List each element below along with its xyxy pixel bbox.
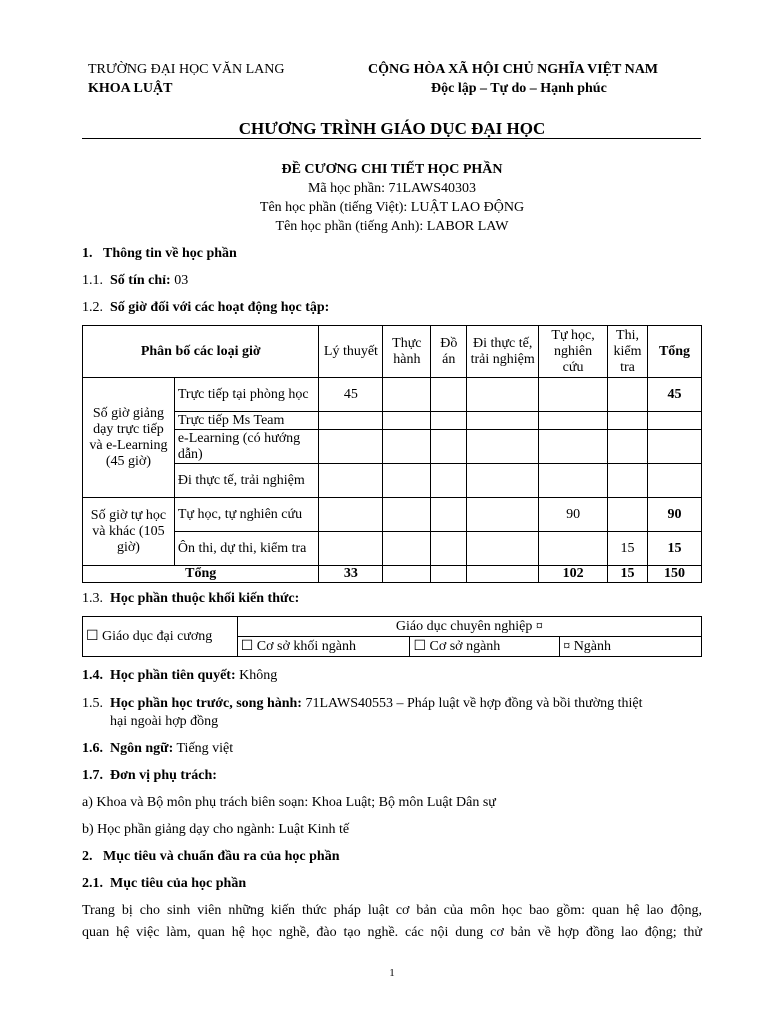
cell-field [467, 378, 539, 412]
section-label: Học phần học trước, song hành: [110, 696, 302, 711]
section-1-6 [82, 741, 233, 757]
cell-field [467, 532, 539, 566]
section-1-2 [82, 300, 329, 316]
cell-field [467, 430, 539, 464]
section-number: 1.6. [82, 741, 103, 756]
total-theory: 33 [319, 566, 383, 583]
section-label: Học phần thuộc khối kiến thức: [110, 591, 300, 606]
table-header-row [83, 326, 702, 378]
cell-self-study [539, 378, 608, 412]
table-row [83, 498, 702, 532]
objectives-paragraph [82, 900, 702, 944]
row-label: Trực tiếp Ms Team [174, 412, 319, 430]
cell-total: 15 [648, 532, 702, 566]
program-title: CHƯƠNG TRÌNH GIÁO DỤC ĐẠI HỌC [238, 119, 546, 138]
cell-self-study [539, 430, 608, 464]
cell-exam [608, 464, 648, 498]
group-direct-teaching: Số giờ giảng dạy trực tiếp và e-Learning (45 giờ) [83, 378, 175, 498]
header-field: Đi thực tế, trải nghiệm [467, 326, 539, 378]
header-practice: Thực hành [383, 326, 431, 378]
syllabus-title: ĐỀ CƯƠNG CHI TIẾT HỌC PHẦN [281, 162, 503, 177]
course-name-vi: Tên học phần (tiếng Việt): LUẬT LAO ĐỘNG [259, 200, 525, 215]
section-number: 1.7. [82, 768, 103, 783]
row-label: Trực tiếp tại phòng học [174, 378, 319, 412]
section-2-heading [82, 849, 339, 865]
total-project [431, 566, 467, 583]
total-total: 150 [648, 566, 702, 583]
section-label: Số giờ đối với các hoạt động học tập: [110, 300, 330, 315]
paragraph-line: Trang bị cho sinh viên những kiến thức pháp luật cơ bản của môn học bao gồm: quan hệ lao động, [82, 903, 702, 918]
section-1-1 [82, 273, 188, 289]
section-value: Không [235, 668, 278, 683]
hours-table [82, 325, 702, 583]
section-number: 1.2. [82, 300, 103, 315]
section-number: 1.4. [82, 668, 103, 683]
total-self-study: 102 [539, 566, 608, 583]
table-row [83, 378, 702, 412]
cell-practice [383, 412, 431, 430]
header-allocation: Phân bố các loại giờ [83, 326, 319, 378]
cell-theory [319, 498, 383, 532]
cell-exam: 15 [608, 532, 648, 566]
cell-theory: 45 [319, 378, 383, 412]
total-practice [383, 566, 431, 583]
cell-self-study [539, 532, 608, 566]
cell-total [648, 464, 702, 498]
section-1-heading [82, 246, 237, 262]
section-number: 2.1. [82, 876, 103, 891]
section-1-7-a: a) Khoa và Bộ môn phụ trách biên soạn: Khoa Luật; Bộ môn Luật Dân sự [82, 795, 496, 810]
cell-self-study [539, 412, 608, 430]
group-self-study: Số giờ tự học và khác (105 giờ) [83, 498, 175, 566]
total-field [467, 566, 539, 583]
cell-project [431, 532, 467, 566]
major-option: ¤ Ngành [560, 637, 702, 657]
table-total-row [83, 566, 702, 583]
cell-project [431, 378, 467, 412]
cell-practice [383, 532, 431, 566]
cell-self-study: 90 [539, 498, 608, 532]
page-number: 1 [389, 967, 395, 979]
section-value: Tiếng việt [173, 741, 234, 756]
total-label: Tổng [83, 566, 319, 583]
section-2-1 [82, 876, 246, 892]
course-name-en: Tên học phần (tiếng Anh): LABOR LAW [275, 219, 509, 234]
cell-practice [383, 498, 431, 532]
header-theory: Lý thuyết [319, 326, 383, 378]
cell-project [431, 498, 467, 532]
course-code: Mã học phần: 71LAWS40303 [307, 181, 477, 196]
title-divider [82, 138, 701, 139]
cell-field [467, 498, 539, 532]
section-1-4 [82, 668, 277, 684]
faculty-name: KHOA LUẬT [88, 81, 173, 96]
section-label: Số tín chỉ: [110, 273, 171, 288]
section-1-3 [82, 591, 299, 607]
cell-total: 45 [648, 378, 702, 412]
section-value: 03 [170, 273, 189, 288]
cell-project [431, 430, 467, 464]
table-row [83, 430, 702, 464]
cell-theory [319, 430, 383, 464]
paragraph-line: quan hệ việc làm, quan hệ học nghề, đào tạo nghề. các nội dung cơ bản về hợp đồng lao động; thử [82, 925, 702, 940]
cell-exam [608, 498, 648, 532]
motto: Độc lập – Tự do – Hạnh phúc [431, 81, 607, 96]
cell-project [431, 464, 467, 498]
section-label: Học phần tiên quyết: [110, 668, 236, 683]
cell-self-study [539, 464, 608, 498]
row-label: e-Learning (có hướng dẫn) [174, 430, 319, 464]
base-group-option: ☐ Cơ sở khối ngành [237, 637, 410, 657]
total-exam: 15 [608, 566, 648, 583]
cell-total [648, 412, 702, 430]
cell-field [467, 412, 539, 430]
section-number: 1.1. [82, 273, 103, 288]
base-major-option: ☐ Cơ sở ngành [410, 637, 560, 657]
table-row [83, 532, 702, 566]
cell-exam [608, 430, 648, 464]
section-1-7 [82, 768, 217, 784]
cell-practice [383, 430, 431, 464]
cell-theory [319, 412, 383, 430]
cell-practice [383, 464, 431, 498]
university-name: TRƯỜNG ĐẠI HỌC VĂN LANG [88, 62, 285, 77]
cell-exam [608, 378, 648, 412]
header-total: Tổng [648, 326, 702, 378]
cell-total [648, 430, 702, 464]
row-label: Đi thực tế, trải nghiệm [174, 464, 319, 498]
section-1-5 [82, 696, 643, 712]
section-number: 1.5. [82, 696, 103, 711]
cell-theory [319, 532, 383, 566]
section-number: 1. [82, 246, 93, 261]
row-label: Ôn thi, dự thi, kiểm tra [174, 532, 319, 566]
section-value: 71LAWS40553 – Pháp luật về hợp đồng và bồi thường thiệt [301, 696, 643, 711]
section-1-7-b: b) Học phần giảng dạy cho ngành: Luật Kinh tế [82, 822, 350, 837]
section-title: Thông tin về học phần [103, 246, 237, 261]
country-name: CỘNG HÒA XÃ HỘI CHỦ NGHĨA VIỆT NAM [368, 62, 659, 77]
professional-education-option: Giáo dục chuyên nghiệp ¤ [237, 617, 701, 637]
section-number: 2. [82, 849, 93, 864]
cell-total: 90 [648, 498, 702, 532]
header-project: Đồ án [431, 326, 467, 378]
section-1-5-continued: hại ngoài hợp đồng [110, 714, 219, 729]
cell-theory [319, 464, 383, 498]
section-label: Đơn vị phụ trách: [110, 768, 217, 783]
cell-project [431, 412, 467, 430]
cell-practice [383, 378, 431, 412]
cell-field [467, 464, 539, 498]
section-number: 1.3. [82, 591, 103, 606]
general-education-option: ☐ Giáo dục đại cương [83, 617, 238, 657]
knowledge-block-table [82, 616, 702, 657]
header-exam: Thi, kiểm tra [608, 326, 648, 378]
section-label: Ngôn ngữ: [110, 741, 174, 756]
row-label: Tự học, tự nghiên cứu [174, 498, 319, 532]
section-title: Mục tiêu và chuẩn đầu ra của học phần [103, 849, 340, 864]
table-row [83, 412, 702, 430]
section-label: Mục tiêu của học phần [110, 876, 247, 891]
header-self-study: Tự học, nghiên cứu [539, 326, 608, 378]
table-row [83, 464, 702, 498]
cell-exam [608, 412, 648, 430]
